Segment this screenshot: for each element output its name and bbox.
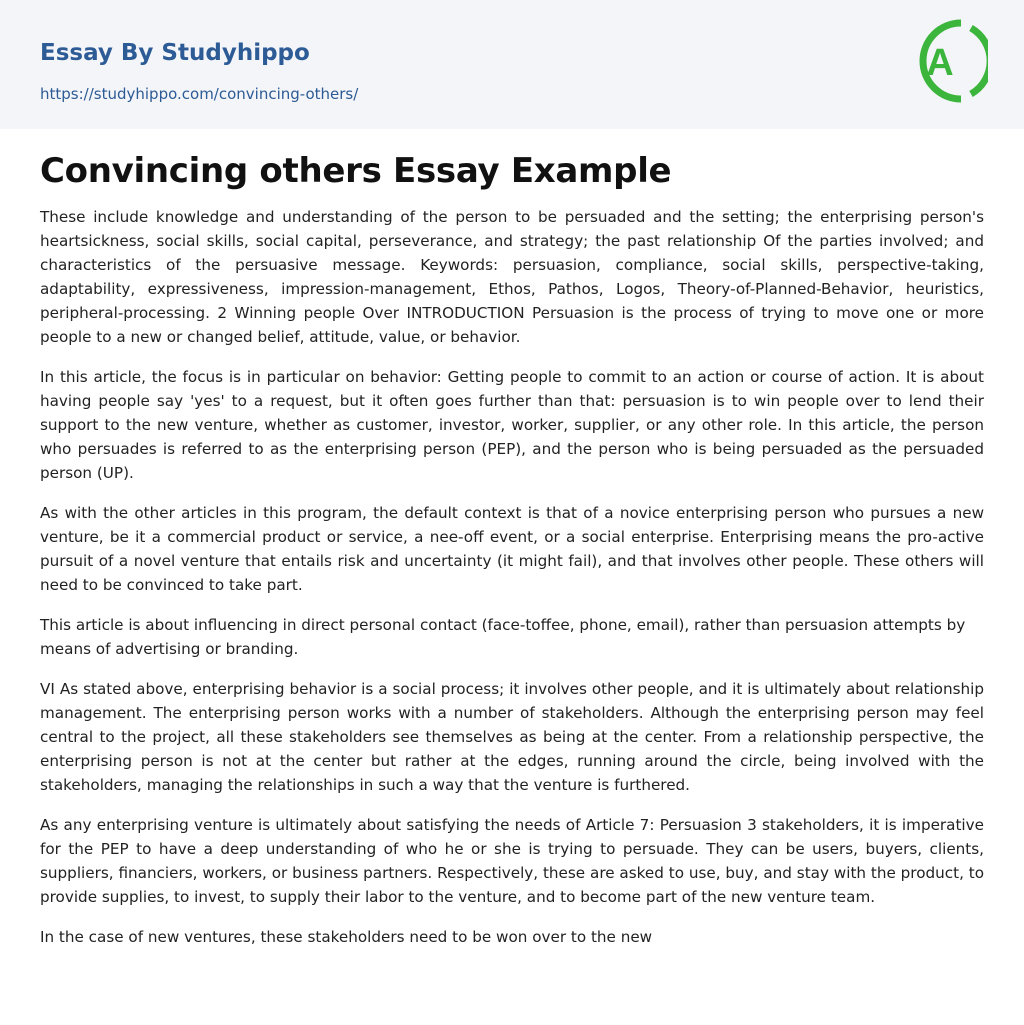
article-paragraph: As any enterprising venture is ultimately about satisfying the needs of Article 7: Persuasion 3 stakeholders, it is imperative for the PEP to have a deep understanding of who he or she is trying to persuade. They can be users, buyers, clients, suppliers, financiers, workers, or business partners. Respectively, these are asked to use, buy, and stay with the product, to provide supplies, to invest, to supply their labor to the venture, and to become part of the new venture team.	[40, 816, 984, 907]
article-paragraph: These include knowledge and understanding of the person to be persuaded and the setting; the enterprising person's heartsickness, social skills, social capital, perseverance, and strategy; the past relationship Of the parties involved; and characteristics of the persuasive message. Keywords: persuasion, compliance, social skills, perspective-taking, adaptability, expressiveness, impression-management, Ethos, Pathos, Logos, Theory-of-Planned-Behavior, heuristics, peripheral-processing. 2 Winning people Over INTRODUCTION Persuasion is the process of trying to move one or more people to a new or changed belief, attitude, value, or behavior.	[40, 208, 984, 347]
site-title-link[interactable]: Essay By Studyhippo	[40, 40, 310, 66]
logo-letter: A	[926, 42, 954, 84]
article-paragraph: This article is about influencing in direct personal contact (face-toffee, phone, email), rather than persuasion attempts by means of advertising or branding.	[40, 616, 966, 659]
article-body	[0, 129, 1024, 949]
site-header	[0, 0, 1024, 129]
article-paragraph: In this article, the focus is in particular on behavior: Getting people to commit to an action or course of action. It is about having people say 'yes' to a request, but it often goes further than that: persuasion is to win people over to lend their support to the new venture, whether as customer, investor, worker, supplier, or any other role. In this article, the person who persuades is referred to as the enterprising person (PEP), and the person who is being persuaded as the persuaded person (UP).	[40, 368, 984, 483]
article-paragraph: In the case of new ventures, these stakeholders need to be won over to the new	[40, 928, 653, 947]
studyhippo-logo-icon[interactable]	[910, 18, 988, 106]
article-paragraph: VI As stated above, enterprising behavior is a social process; it involves other people, and it is ultimately about relationship management. The enterprising person works with a number of stakeholders. Although the enterprising person may feel central to the project, all these stakeholders see themselves as being at the center. From a relationship perspective, the enterprising person is not at the center but rather at the edges, running around the circle, being involved with the stakeholders, managing the relationships in such a way that the venture is furthered.	[40, 680, 984, 795]
article-url-link[interactable]: https://studyhippo.com/convincing-others/	[40, 85, 359, 103]
page-title: Convincing others Essay Example	[40, 151, 672, 191]
article-paragraph: As with the other articles in this program, the default context is that of a novice enterprising person who pursues a new venture, be it a commercial product or service, a nee-off event, or a social enterprise. Enterprising means the pro-active pursuit of a novel venture that entails risk and uncertainty (it might fail), and that involves other people. These others will need to be convinced to take part.	[40, 504, 984, 595]
